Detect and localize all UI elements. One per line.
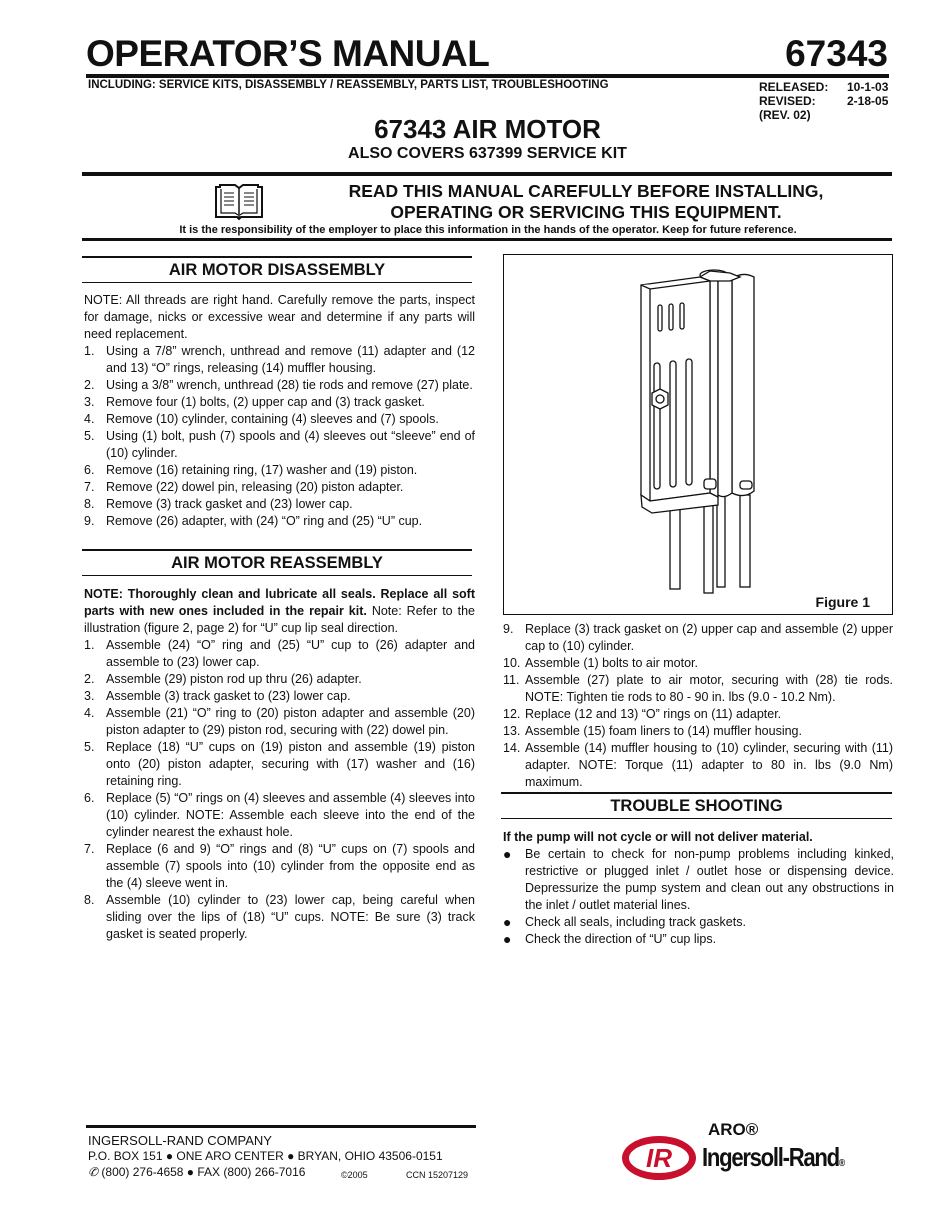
revised-value: 2-18-05 [847,94,889,108]
figure-1 [503,254,893,615]
disassembly-steps [84,343,475,530]
list-item: 12. Replace (12 and 13) “O” rings on (11) adapter. [503,707,782,721]
title-rule [82,172,892,176]
open-book-icon [213,183,265,226]
list-item: 5. Replace (18) “U” cups on (19) piston and assemble (19) piston onto (20) piston adapter, securing with (17) washer and (16) retaining ring. [84,740,475,788]
troubleshooting-heading: TROUBLE SHOOTING [501,792,892,819]
phone-icon: ✆ [88,1165,99,1179]
list-item: ● Be certain to check for non-pump problems including kinked, restrictive or plugged inlet / outlet hose or dispensing device. Depressurize the pump system and clean out any obstructions in the inlet / outlet material lines. [503,846,894,912]
header-rule [86,74,889,78]
list-item: 6. Remove (16) retaining ring, (17) washer and (19) piston. [84,463,418,477]
reassembly-note: NOTE: Thoroughly clean and lubricate all seals. Replace all soft parts with new ones included in the repair kit. Note: Refer to the illustration (figure 2, page 2) for “U” cup lip seal direction. [84,587,475,635]
list-item: ● Check all seals, including track gaskets. [503,914,746,930]
ingersoll-rand-logo [620,1118,900,1188]
list-item: 2. Assemble (29) piston rod up thru (26) adapter. [84,672,362,686]
list-item: 7. Replace (6 and 9) “O” rings and (8) “U” cups on (7) spools and assemble (7) spools into (10) cylinder from the opposite end as the (4) sleeve went in. [84,842,475,890]
revision-number: (REV. 02) [759,108,811,122]
list-item: 3. Assemble (3) track gasket to (23) lower cap. [84,689,351,703]
list-item: 1. Assemble (24) “O” ring and (25) “U” cup to (26) adapter and assemble to (23) lower cap. [84,638,475,669]
released-label: RELEASED: [759,80,829,94]
air-motor-illustration [504,255,892,614]
list-item: 11. Assemble (27) plate to air motor, securing with (28) tie rods. NOTE: Tighten tie rods to 80 - 90 in. lbs (9.0 - 10.2 Nm). [503,673,893,704]
company-name: INGERSOLL-RAND COMPANY [88,1133,272,1148]
reassembly-heading: AIR MOTOR REASSEMBLY [82,549,472,576]
ingersoll-rand-wordmark: Ingersoll-Rand® [702,1142,844,1172]
reassembly-continued [503,621,893,791]
ccn-number: CCN 15207129 [406,1170,469,1180]
list-item: 14. Assemble (14) muffler housing to (10) cylinder, securing with (11) adapter. NOTE: Torque (11) adapter to 80 in. lbs (9.0 Nm) maximum. [503,741,893,789]
list-item: 8. Remove (3) track gasket and (23) lower cap. [84,497,353,511]
footer-rule [86,1125,476,1128]
list-item: 9. Remove (26) adapter, with (24) “O” ring and (25) “U” cup. [84,514,423,528]
svg-text:IR: IR [646,1143,672,1173]
troubleshooting-list [503,846,894,948]
troubleshooting-section [503,829,894,948]
list-item: 3. Remove four (1) bolts, (2) upper cap and (3) track gasket. [84,395,425,409]
reassembly-steps-continued [503,621,893,791]
disassembly-heading: AIR MOTOR DISASSEMBLY [82,256,472,283]
list-item: 4. Assemble (21) “O” ring to (20) piston adapter and assemble (20) piston adapter to (29) piston rod, securing with (22) dowel pin. [84,706,475,737]
revised-label: REVISED: [759,94,816,108]
figure-caption: Figure 1 [815,594,870,610]
warning-line-1: READ THIS MANUAL CAREFULLY BEFORE INSTALLING, [348,181,824,201]
disassembly-section [84,292,475,530]
responsibility-note: It is the responsibility of the employer to place this information in the hands of the operator. Keep for future reference. [179,224,797,236]
list-item: 2. Using a 3/8” wrench, unthread (28) tie rods and remove (27) plate. [84,378,473,392]
list-item: 10. Assemble (1) bolts to air motor. [503,656,698,670]
list-item: 8. Assemble (10) cylinder to (23) lower cap, being careful when sliding over the lips of (18) “U” cups. NOTE: Be sure (3) track gasket is seated properly. [84,893,475,941]
list-item: 6. Replace (5) “O” rings on (4) sleeves and assemble (4) sleeves into (10) cylinder. NOTE: Assemble each sleeve into the end of the cylinder nearest the exhaust hole. [84,791,475,839]
read-manual-warning [296,181,876,223]
manual-title: OPERATOR’S MANUAL [86,33,490,74]
list-item: 4. Remove (10) cylinder, containing (4) sleeves and (7) spools. [84,412,439,426]
list-item: 1. Using a 7/8” wrench, unthread and remove (11) adapter and (12 and 13) “O” rings, releasing (14) muffler housing. [84,344,475,375]
list-item: 7. Remove (22) dowel pin, releasing (20) piston adapter. [84,480,404,494]
product-title: 67343 AIR MOTOR [374,114,601,144]
copyright: ©2005 [341,1170,368,1180]
model-number: 67343 [785,33,888,74]
list-item: ● Check the direction of “U” cup lips. [503,931,717,947]
disassembly-note: NOTE: All threads are right hand. Carefully remove the parts, inspect for damage, nicks or excessive wear and determine if any parts will need replacement. [84,293,475,341]
list-item: 9. Replace (3) track gasket on (2) upper cap and assemble (2) upper cap to (10) cylinder. [503,622,893,653]
released-value: 10-1-03 [847,80,889,94]
aro-logo-text: ARO® [708,1120,759,1139]
includes-line: INCLUDING: SERVICE KITS, DISASSEMBLY / REASSEMBLY, PARTS LIST, TROUBLESHOOTING [88,79,609,91]
reassembly-section [84,586,475,943]
reassembly-steps [84,637,475,943]
list-item: 13. Assemble (15) foam liners to (14) muffler housing. [503,724,802,738]
company-address: P.O. BOX 151 ● ONE ARO CENTER ● BRYAN, OHIO 43506-0151 [88,1149,443,1163]
troubleshooting-intro: If the pump will not cycle or will not deliver material. [503,830,813,844]
product-subtitle: ALSO COVERS 637399 SERVICE KIT [348,145,627,162]
warning-rule [82,238,892,241]
list-item: 5. Using (1) bolt, push (7) spools and (4) sleeves out “sleeve” end of (10) cylinder. [84,429,475,460]
ir-emblem-icon [620,1134,698,1182]
company-phone: ✆ (800) 276-4658 ● FAX (800) 266-7016 [88,1165,306,1179]
warning-line-2: OPERATING OR SERVICING THIS EQUIPMENT. [390,202,782,222]
